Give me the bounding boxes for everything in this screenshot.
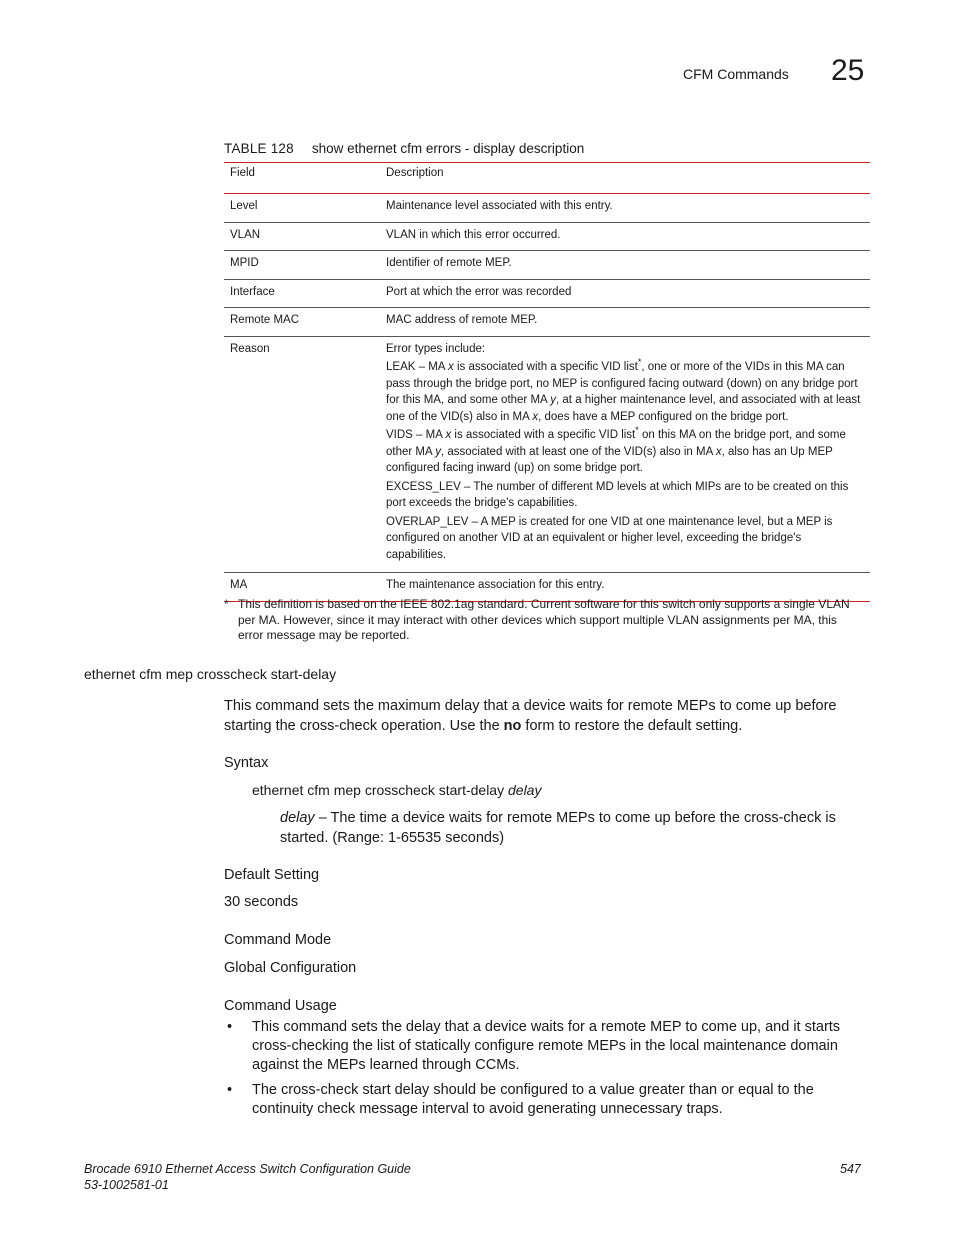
description-cell: Maintenance level associated with this entry. xyxy=(386,200,613,212)
chapter-number: 25 xyxy=(831,54,865,87)
command-mode-value: Global Configuration xyxy=(224,960,357,976)
reason-leak: LEAK – MA x is associated with a specific VID list*, one or more of the VIDs in this MA can pass through the bridge port, no MEP is configured facing outward (down) on any bridge port for this MA, and some other MA y, at a higher maintenance level, and associated with at least one of the VID(s) also in MA x, does have a MEP configured on the bridge port. xyxy=(386,357,861,423)
bullet: • xyxy=(227,1019,233,1035)
command-usage-label: Command Usage xyxy=(224,998,337,1014)
field-cell: Interface xyxy=(230,285,275,298)
description-cell: Port at which the error was recorded xyxy=(386,285,572,298)
table-title: show ethernet cfm errors - display description xyxy=(311,141,585,156)
default-setting-label: Default Setting xyxy=(224,867,320,883)
reason-excess-lev: EXCESS_LEV – The number of different MD levels at which MIPs are to be created on this port exceeds the bridge's capabilities. xyxy=(386,480,849,509)
table-row xyxy=(224,194,870,223)
footnote-text: This definition is based on the IEEE 802.1ag standard. Current software for this switch only supports a single VLAN per MA. However, since it may interact with other devices which support multiple VLAN assignments per MA, this error message may be reported. xyxy=(238,597,850,643)
table-row xyxy=(224,308,870,337)
display-description-table xyxy=(224,162,870,602)
description-cell: VLAN in which this error occurred. xyxy=(386,228,561,241)
page-number: 547 xyxy=(840,1162,861,1176)
table-row xyxy=(224,251,870,280)
table-footnote xyxy=(224,597,864,644)
command-usage-list xyxy=(224,1018,864,1125)
table-header-row xyxy=(224,163,870,194)
list-item: • The cross-check start delay should be configured to a value greater than or equal to the continuity check message interval to avoid generating unnecessary traps. xyxy=(227,1082,814,1117)
command-intro: This command sets the maximum delay that a device waits for remote MEPs to come up before starting the cross-check operation. Use the no form to restore the default setting. xyxy=(224,698,837,734)
table-caption xyxy=(224,141,584,156)
running-header-section: CFM Commands xyxy=(683,66,789,82)
field-cell: MPID xyxy=(230,257,259,269)
description-cell xyxy=(380,336,870,573)
table-row xyxy=(224,279,870,308)
table-row xyxy=(224,222,870,251)
description-cell: The maintenance association for this entry. xyxy=(386,579,605,591)
description-cell: Identifier of remote MEP. xyxy=(386,257,512,269)
command-mode-label: Command Mode xyxy=(224,932,332,948)
field-cell: Level xyxy=(230,200,258,212)
reason-overlap-lev: OVERLAP_LEV – A MEP is created for one VID at one maintenance level, but a MEP is configured on another VID at an equivalent or higher level, exceeding the bridge's capabilities. xyxy=(386,515,833,561)
description-cell: MAC address of remote MEP. xyxy=(386,314,538,326)
command-heading: ethernet cfm mep crosscheck start-delay xyxy=(84,666,337,682)
reason-intro: Error types include: xyxy=(386,342,486,355)
field-cell: VLAN xyxy=(230,228,261,241)
list-item: • This command sets the delay that a device waits for a remote MEP to come up, and it starts cross-checking the list of statically configure remote MEPs in the local maintenance domain against the MEPs learned through CCMs. xyxy=(227,1019,841,1073)
field-cell: Remote MAC xyxy=(230,314,300,326)
table-row-reason xyxy=(224,336,870,573)
column-header-field: Field xyxy=(230,167,255,179)
footnote-marker: * xyxy=(224,597,229,611)
syntax-label: Syntax xyxy=(224,755,269,771)
default-setting-value: 30 seconds xyxy=(224,894,299,910)
column-header-description: Description xyxy=(386,167,444,179)
footer-doc-number: 53-1002581-01 xyxy=(84,1178,169,1192)
field-cell: MA xyxy=(230,579,248,591)
syntax-command: ethernet cfm mep crosscheck start-delay xyxy=(252,782,505,798)
bullet: • xyxy=(227,1082,233,1098)
table-number: TABLE 128 xyxy=(224,141,294,156)
syntax-parameter: delay xyxy=(508,782,542,798)
footer-title: Brocade 6910 Ethernet Access Switch Configuration Guide xyxy=(84,1162,411,1176)
syntax-line xyxy=(252,782,541,798)
parameter-description: delay – The time a device waits for remote MEPs to come up before the cross-check is started. (Range: 1-65535 seconds) xyxy=(280,810,836,846)
reason-vids: VIDS – MA x is associated with a specific VID list* on this MA on the bridge port, and some other MA y, associated with at least one of the VID(s) also in MA x, also has an Up MEP configured facing inward (up) on some bridge port. xyxy=(386,425,846,474)
field-cell: Reason xyxy=(230,342,270,355)
